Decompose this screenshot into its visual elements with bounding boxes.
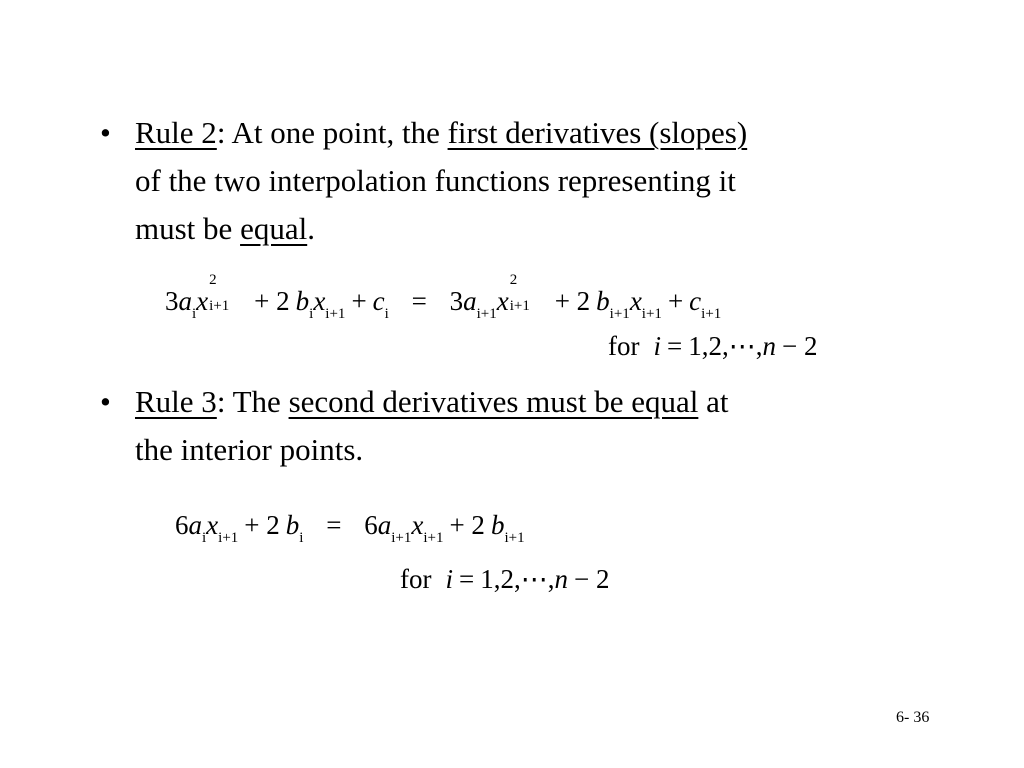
rule-2-line-2: of the two interpolation functions representing it bbox=[135, 163, 736, 198]
equation-term: ⋯ bbox=[728, 331, 756, 361]
equation-first-derivative bbox=[165, 272, 722, 322]
equation-term: i+1 bbox=[476, 306, 497, 322]
equation-term: b bbox=[490, 510, 505, 540]
rule-2-text-b: must be bbox=[135, 211, 241, 246]
equation-term: c bbox=[372, 286, 385, 316]
bullet-dot: • bbox=[100, 115, 111, 150]
equation-term: for bbox=[608, 331, 640, 361]
equation-term: = bbox=[667, 331, 683, 361]
equation-term: c bbox=[689, 286, 702, 316]
equation-term: i bbox=[384, 306, 389, 322]
equation-term: x bbox=[196, 286, 209, 316]
equation-term: a bbox=[188, 510, 202, 540]
equation-term: a bbox=[463, 286, 477, 316]
equation-term: 3 bbox=[449, 286, 464, 316]
equation-term: + 2 bbox=[254, 286, 290, 316]
equation-second-derivative bbox=[175, 510, 525, 546]
rule-3-line-2: the interior points. bbox=[135, 432, 364, 467]
equation-term: i bbox=[445, 564, 453, 594]
equation-term: i bbox=[192, 306, 197, 322]
equation-term: i+1 bbox=[423, 530, 444, 546]
equation-term: 2 bbox=[509, 272, 518, 288]
equation-term: + 2 bbox=[449, 510, 485, 540]
rule-2-text bbox=[135, 109, 925, 253]
equation-term: a bbox=[178, 286, 192, 316]
equation-term: 1,2, bbox=[688, 331, 729, 361]
equation-term: 6 bbox=[364, 510, 378, 540]
equation-term: for bbox=[400, 564, 432, 594]
equation-term: i bbox=[309, 306, 314, 322]
equation-term: 3 bbox=[165, 286, 179, 316]
equation-2-condition bbox=[400, 566, 615, 593]
equation-term: x bbox=[313, 286, 326, 316]
equation-term: i+1 bbox=[391, 530, 412, 546]
equation-term: 2 bbox=[209, 272, 217, 288]
equation-term: 6 bbox=[175, 510, 189, 540]
equation-term: x bbox=[496, 286, 509, 316]
rule-2-text-c: . bbox=[307, 211, 315, 246]
equals-sign: = bbox=[326, 510, 342, 540]
rule-2-emphasis-2: equal bbox=[240, 211, 308, 246]
equation-term: , bbox=[755, 331, 763, 361]
bullet-rule-2 bbox=[0, 109, 1024, 259]
equation-term: b bbox=[285, 510, 300, 540]
equation-term: b bbox=[596, 286, 610, 316]
rule-2-text-a: : At one point, the bbox=[216, 115, 448, 150]
rule-3-text bbox=[135, 378, 925, 474]
equation-1-condition bbox=[608, 333, 823, 360]
equation-term: + 2 bbox=[554, 286, 591, 316]
page-number: 6- 36 bbox=[896, 709, 930, 726]
rule-2-emphasis: first derivatives (slopes) bbox=[447, 115, 748, 150]
equation-term: i bbox=[299, 530, 304, 546]
bullet-rule-3 bbox=[0, 378, 1024, 478]
equation-term: x bbox=[411, 510, 424, 540]
equation-term: , bbox=[547, 564, 555, 594]
equation-term: n bbox=[762, 331, 776, 361]
equation-term: = bbox=[459, 564, 475, 594]
equation-term: + 2 bbox=[244, 510, 280, 540]
equals-sign: = bbox=[411, 286, 427, 316]
equation-term: b bbox=[295, 286, 310, 316]
bullet-dot: • bbox=[100, 384, 111, 419]
equation-term: 1,2, bbox=[480, 564, 521, 594]
equation-term: x bbox=[629, 286, 642, 316]
equation-term: i+1 bbox=[209, 298, 230, 314]
rule-2-label: Rule 2 bbox=[135, 115, 217, 150]
equation-term: a bbox=[377, 510, 392, 540]
rule-3-text-b: at bbox=[698, 384, 729, 419]
equation-term: i+1 bbox=[701, 306, 722, 322]
rule-3-text-a: : The bbox=[216, 384, 289, 419]
equation-term: n bbox=[554, 564, 568, 594]
equation-term: ⋯ bbox=[520, 564, 548, 594]
equation-term: i+1 bbox=[509, 298, 530, 314]
equation-term: − 2 bbox=[781, 331, 818, 361]
equation-term: + bbox=[351, 286, 367, 316]
rule-3-label: Rule 3 bbox=[135, 384, 217, 419]
equation-term: i bbox=[202, 530, 207, 546]
rule-3-emphasis: second derivatives must be equal bbox=[288, 384, 699, 419]
equation-term: i+1 bbox=[641, 306, 662, 322]
equation-term: i+1 bbox=[609, 306, 630, 322]
equation-term: x bbox=[206, 510, 219, 540]
equation-term: i+1 bbox=[325, 306, 346, 322]
equation-term: i+1 bbox=[218, 530, 239, 546]
equation-term: i bbox=[653, 331, 661, 361]
equation-term: + bbox=[667, 286, 684, 316]
equation-term: − 2 bbox=[573, 564, 610, 594]
equation-term: i+1 bbox=[504, 530, 525, 546]
